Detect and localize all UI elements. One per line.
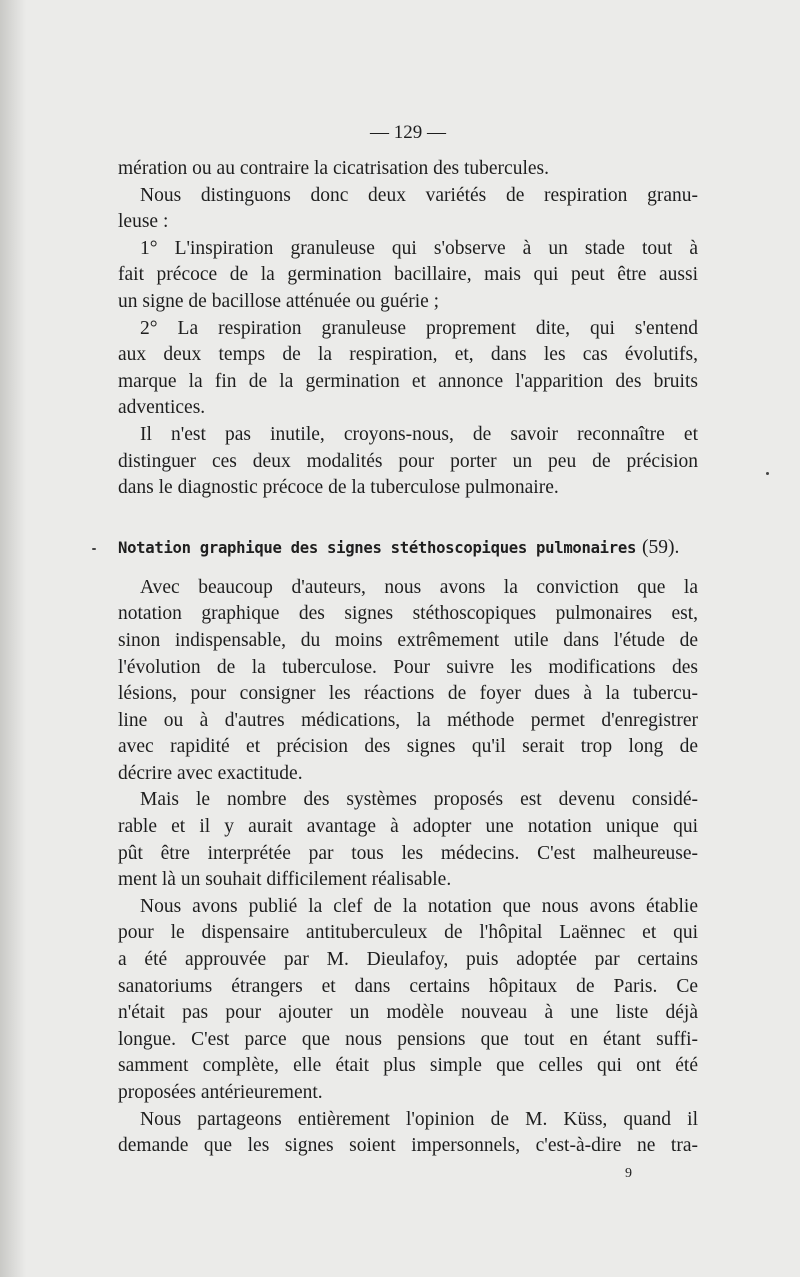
text-line: n'était pas pour ajouter un modèle nouveau à une liste déjà	[118, 1002, 698, 1024]
text-line: sanatoriums étrangers et dans certains hôpitaux de Paris. Ce	[118, 975, 698, 997]
text-line: proposées antérieurement.	[118, 1082, 323, 1103]
text-line: ment là un souhait difficilement réalisable.	[118, 869, 452, 891]
text-line: décrire avec exactitude.	[118, 762, 303, 784]
section-heading-reference: (59).	[642, 536, 680, 558]
paragraph	[118, 575, 698, 788]
text-line: line ou à d'autres médications, la méthode permet d'enregistrer	[118, 709, 698, 731]
text-line: Nous avons publié la clef de la notation que nous avons établie	[140, 895, 698, 917]
ink-speck	[92, 548, 96, 550]
paragraph	[118, 787, 698, 893]
text-line: dans le diagnostic précoce de la tuberculose pulmonaire.	[118, 477, 559, 499]
text-line: pour le dispensaire antituberculeux de l'hôpital Laënnec et qui	[118, 922, 698, 944]
text-line: fait précoce de la germination bacillaire, mais qui peut être aussi	[118, 264, 698, 286]
text-line: a été approuvée par M. Dieulafoy, puis adoptée par certains	[118, 949, 698, 971]
text-line: Nous partageons entièrement l'opinion de M. Küss, quand il	[140, 1108, 698, 1130]
text-line: Il n'est pas inutile, croyons-nous, de savoir reconnaître et	[140, 423, 698, 445]
section-heading	[118, 535, 698, 561]
paragraph	[118, 1107, 698, 1160]
text-line: distinguer ces deux modalités pour porter un peu de précision	[118, 450, 698, 472]
text-column	[118, 118, 698, 1186]
text-line: Nous distinguons donc deux variétés de respiration granu-	[140, 184, 698, 206]
text-line: mération ou au contraire la cicatrisation des tubercules.	[118, 158, 549, 179]
text-line: notation graphique des signes stéthoscopiques pulmonaires est,	[118, 603, 698, 625]
text-line: marque la fin de la germination et annonce l'apparition des bruits	[118, 370, 698, 392]
page-number: — 129 —	[370, 122, 446, 143]
text-line: avec rapidité et précision des signes qu'il serait trop long de	[118, 736, 698, 758]
text-line: 1° L'inspiration granuleuse qui s'observe à un stade tout à	[140, 237, 698, 259]
signature-mark: 9	[625, 1165, 632, 1181]
text-line: sinon indispensable, du moins extrêmement utile dans l'étude de	[118, 629, 698, 651]
text-line: rable et il y aurait avantage à adopter une notation unique qui	[118, 816, 698, 838]
text-line: l'évolution de la tuberculose. Pour suivre les modifications des	[118, 656, 698, 678]
text-line: pût être interprétée par tous les médecins. C'est malheureuse-	[118, 842, 698, 864]
section-heading-title: Notation graphique des signes stéthoscopiques pulmonaires	[118, 538, 637, 557]
text-line: 2° La respiration granuleuse proprement dite, qui s'entend	[140, 317, 698, 339]
text-line: leuse :	[118, 211, 169, 233]
text-line: samment complète, elle était plus simple que celles qui ont été	[118, 1055, 698, 1077]
paragraph	[118, 236, 698, 316]
paragraph	[118, 316, 698, 422]
text-line: adventices.	[118, 397, 206, 419]
text-line: lésions, pour consigner les réactions de foyer dues à la tubercu-	[118, 683, 698, 705]
text-line: demande que les signes soient impersonnels, c'est-à-dire ne tra-	[118, 1135, 698, 1157]
text-line: aux deux temps de la respiration, et, dans les cas évolutifs,	[118, 344, 698, 366]
text-line: Avec beaucoup d'auteurs, nous avons la conviction que la	[140, 576, 698, 598]
paragraph	[118, 422, 698, 502]
paragraph	[118, 156, 698, 183]
text-line: un signe de bacillose atténuée ou guérie ;	[118, 290, 440, 312]
page-gutter-shadow	[0, 0, 26, 1277]
ink-speck	[766, 472, 769, 475]
paragraph	[118, 183, 698, 236]
paragraph	[118, 894, 698, 1107]
text-line: longue. C'est parce que nous pensions que tout en étant suffi-	[118, 1028, 698, 1050]
text-line: Mais le nombre des systèmes proposés est devenu considé-	[140, 789, 698, 811]
